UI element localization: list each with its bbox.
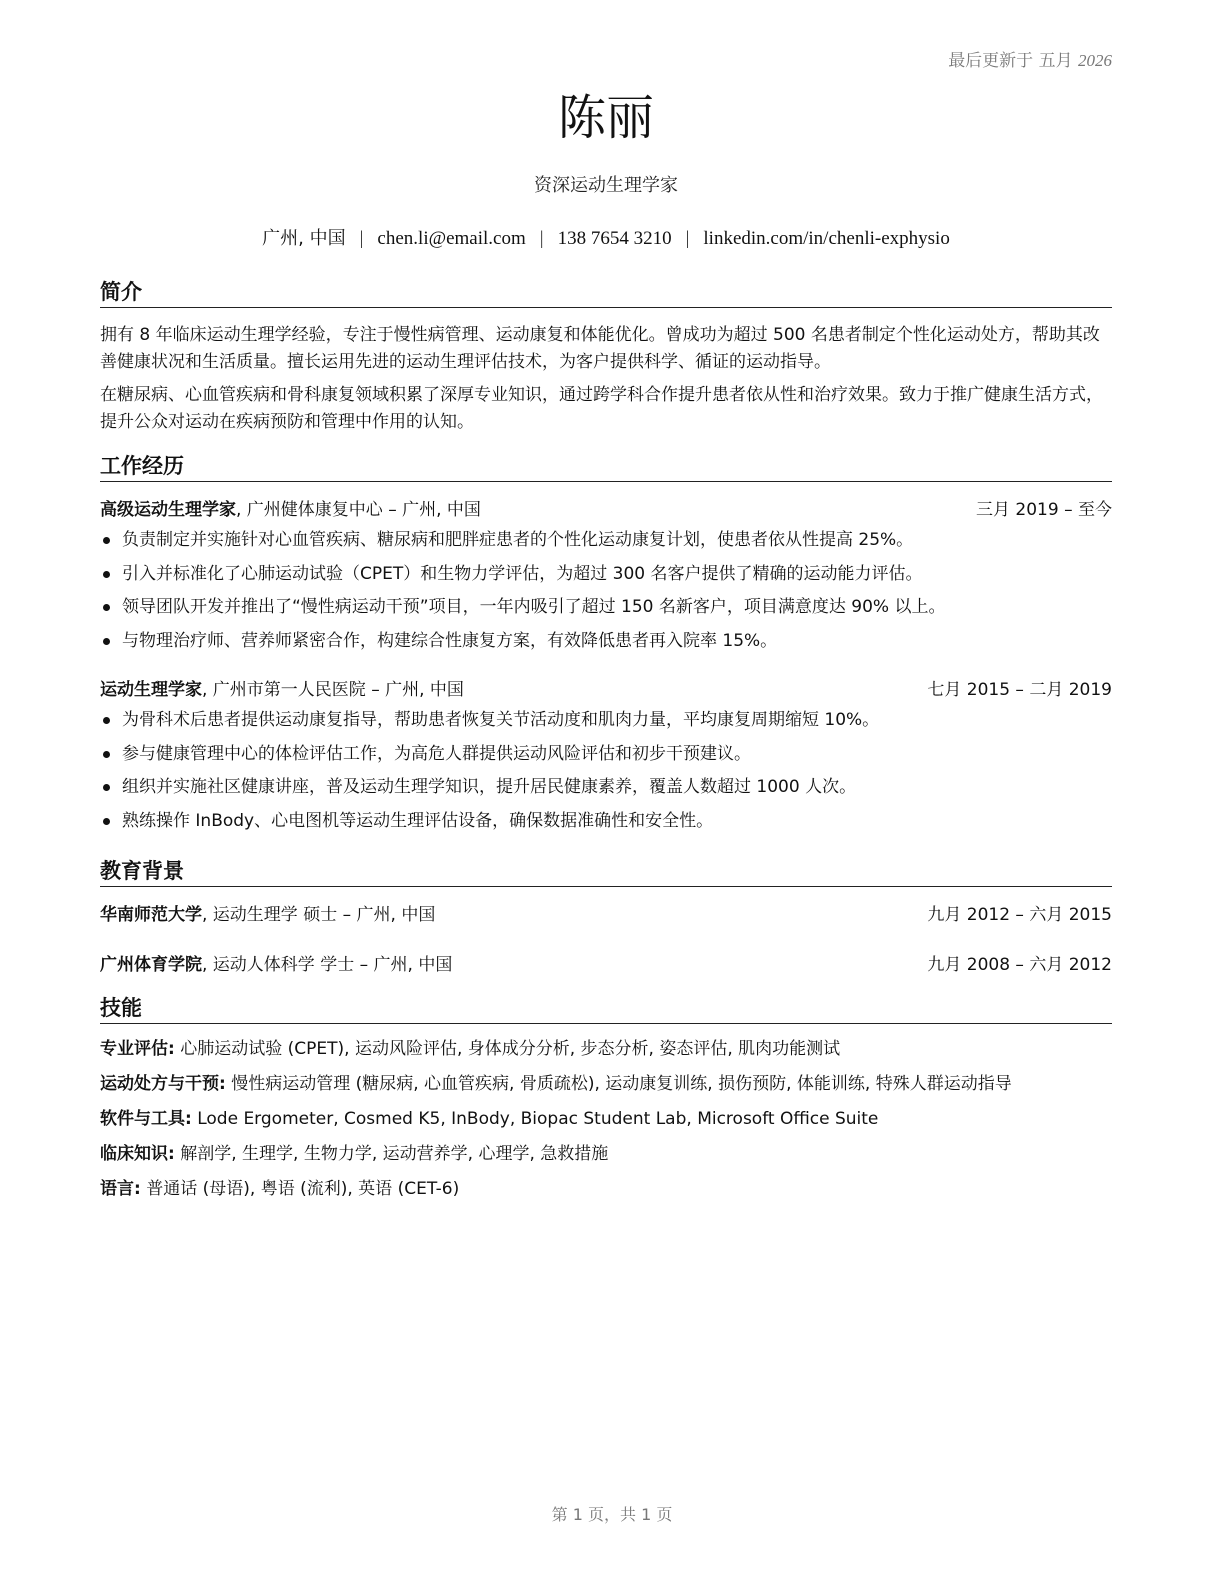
- skill-line: [100, 1176, 1112, 1202]
- job-title: 运动生理学家: [100, 680, 202, 700]
- section-title-education: 教育背景: [100, 857, 1112, 887]
- education-entry: [100, 901, 1112, 929]
- section-title-skills: 技能: [100, 994, 1112, 1024]
- contact-separator: |: [539, 228, 544, 249]
- bullet-dot: [103, 604, 110, 611]
- bullet-dot: [103, 571, 110, 578]
- bullet-item: [100, 704, 1112, 738]
- education-school: 华南师范大学: [100, 905, 202, 925]
- job-entry: [100, 676, 1112, 838]
- bullet-text: 参与健康管理中心的体检评估工作，为高危人群提供运动风险评估和初步干预建议。: [122, 743, 751, 764]
- contact-linkedin[interactable]: linkedin.com/in/chenli-exphysio: [703, 228, 950, 249]
- education-entry: [100, 951, 1112, 979]
- bullet-item: [100, 625, 1112, 659]
- skill-line: [100, 1106, 1112, 1132]
- bullet-text: 引入并标准化了心肺运动试验（CPET）和生物力学评估，为超过 300 名客户提供了精确的运动能力评估。: [122, 563, 923, 584]
- contact-separator: |: [685, 228, 690, 249]
- bullet-item: [100, 524, 1112, 558]
- skill-label: 语言:: [100, 1179, 141, 1199]
- job-bullets: [100, 524, 1112, 658]
- summary-paragraph: 拥有 8 年临床运动生理学经验，专注于慢性病管理、运动康复和体能优化。曾成功为超过 500 名患者制定个性化运动处方，帮助其改善健康状况和生活质量。擅长运用先进的运动生理评估技术，为客户提供科学、循证的运动指导。: [100, 325, 1100, 372]
- section-title-summary: 简介: [100, 278, 1112, 308]
- education-detail: , 运动人体科学 学士 – 广州, 中国: [202, 955, 453, 975]
- skill-label: 专业评估:: [100, 1039, 175, 1059]
- bullet-item: [100, 591, 1112, 625]
- candidate-title: 资深运动生理学家: [534, 175, 678, 196]
- job-title: 高级运动生理学家: [100, 500, 236, 520]
- bullet-item: [100, 558, 1112, 592]
- summary-paragraph: 在糖尿病、心血管疾病和骨科康复领域积累了深厚专业知识，通过跨学科合作提升患者依从性和治疗效果。致力于推广健康生活方式，提升公众对运动在疾病预防和管理中作用的认知。: [100, 385, 1103, 432]
- contact-email[interactable]: chen.li@email.com: [377, 228, 526, 249]
- education-school: 广州体育学院: [100, 955, 202, 975]
- job-organization: , 广州市第一人民医院 – 广州, 中国: [202, 680, 464, 700]
- skill-value: 慢性病运动管理 (糖尿病, 心血管疾病, 骨质疏松), 运动康复训练, 损伤预防, 体能训练, 特殊人群运动指导: [225, 1074, 1012, 1094]
- bullet-item: [100, 805, 1112, 839]
- bullet-item: [100, 771, 1112, 805]
- contact-line: [100, 224, 1112, 250]
- last-updated-label: 最后更新于 五月: [948, 51, 1073, 71]
- bullet-text: 熟练操作 InBody、心电图机等运动生理评估设备，确保数据准确性和安全性。: [122, 810, 714, 831]
- last-updated: [948, 46, 1112, 71]
- bullet-dot: [103, 717, 110, 724]
- bullet-text: 领导团队开发并推出了“慢性病运动干预”项目，一年内吸引了超过 150 名新客户，项目满意度达 90% 以上。: [122, 597, 946, 617]
- page-footer: 第 1 页，共 1 页: [551, 1505, 673, 1524]
- summary-section: [100, 278, 1112, 436]
- bullet-text: 与物理治疗师、营养师紧密合作，构建综合性康复方案，有效降低患者再入院率 15%。: [122, 630, 778, 651]
- bullet-text: 为骨科术后患者提供运动康复指导，帮助患者恢复关节活动度和肌肉力量，平均康复周期缩短 10%。: [122, 710, 880, 730]
- skill-value: Lode Ergometer, Cosmed K5, InBody, Biopac Student Lab, Microsoft Office Suite: [191, 1109, 879, 1129]
- job-dates: 七月 2015 – 二月 2019: [927, 680, 1112, 700]
- skill-label: 临床知识:: [100, 1144, 175, 1164]
- bullet-item: [100, 738, 1112, 772]
- bullet-dot: [103, 638, 110, 645]
- skill-value: 普通话 (母语), 粤语 (流利), 英语 (CET-6): [140, 1179, 460, 1199]
- job-bullets: [100, 704, 1112, 838]
- skill-line: [100, 1036, 1112, 1062]
- experience-section: [100, 452, 1112, 838]
- skill-label: 软件与工具:: [100, 1109, 192, 1129]
- bullet-text: 负责制定并实施针对心血管疾病、糖尿病和肥胖症患者的个性化运动康复计划，使患者依从性提高 25%。: [122, 530, 914, 550]
- education-section: [100, 857, 1112, 979]
- skill-line: [100, 1141, 1112, 1167]
- last-updated-year: 2026: [1078, 51, 1112, 70]
- education-dates: 九月 2008 – 六月 2012: [927, 955, 1112, 975]
- job-dates: 三月 2019 – 至今: [976, 500, 1112, 520]
- contact-phone: 138 7654 3210: [557, 228, 672, 249]
- bullet-dot: [103, 537, 110, 544]
- skill-line: [100, 1071, 1112, 1097]
- candidate-name: 陈丽: [557, 90, 654, 146]
- skills-section: [100, 994, 1112, 1211]
- bullet-dot: [103, 818, 110, 825]
- skill-value: 解剖学, 生理学, 生物力学, 运动营养学, 心理学, 急救措施: [174, 1144, 609, 1164]
- education-dates: 九月 2012 – 六月 2015: [927, 905, 1112, 925]
- job-header: [100, 496, 1112, 524]
- contact-separator: |: [359, 228, 364, 249]
- bullet-dot: [103, 784, 110, 791]
- job-header: [100, 676, 1112, 704]
- skill-value: 心肺运动试验 (CPET), 运动风险评估, 身体成分分析, 步态分析, 姿态评估, 肌肉功能测试: [174, 1039, 841, 1059]
- bullet-text: 组织并实施社区健康讲座，普及运动生理学知识，提升居民健康素养，覆盖人数超过 1000 人次。: [122, 777, 857, 797]
- section-title-experience: 工作经历: [100, 452, 1112, 482]
- job-entry: [100, 496, 1112, 658]
- education-detail: , 运动生理学 硕士 – 广州, 中国: [202, 905, 436, 925]
- contact-location: 广州, 中国: [262, 228, 346, 249]
- bullet-dot: [103, 751, 110, 758]
- skill-label: 运动处方与干预:: [100, 1074, 226, 1094]
- job-organization: , 广州健体康复中心 – 广州, 中国: [236, 500, 481, 520]
